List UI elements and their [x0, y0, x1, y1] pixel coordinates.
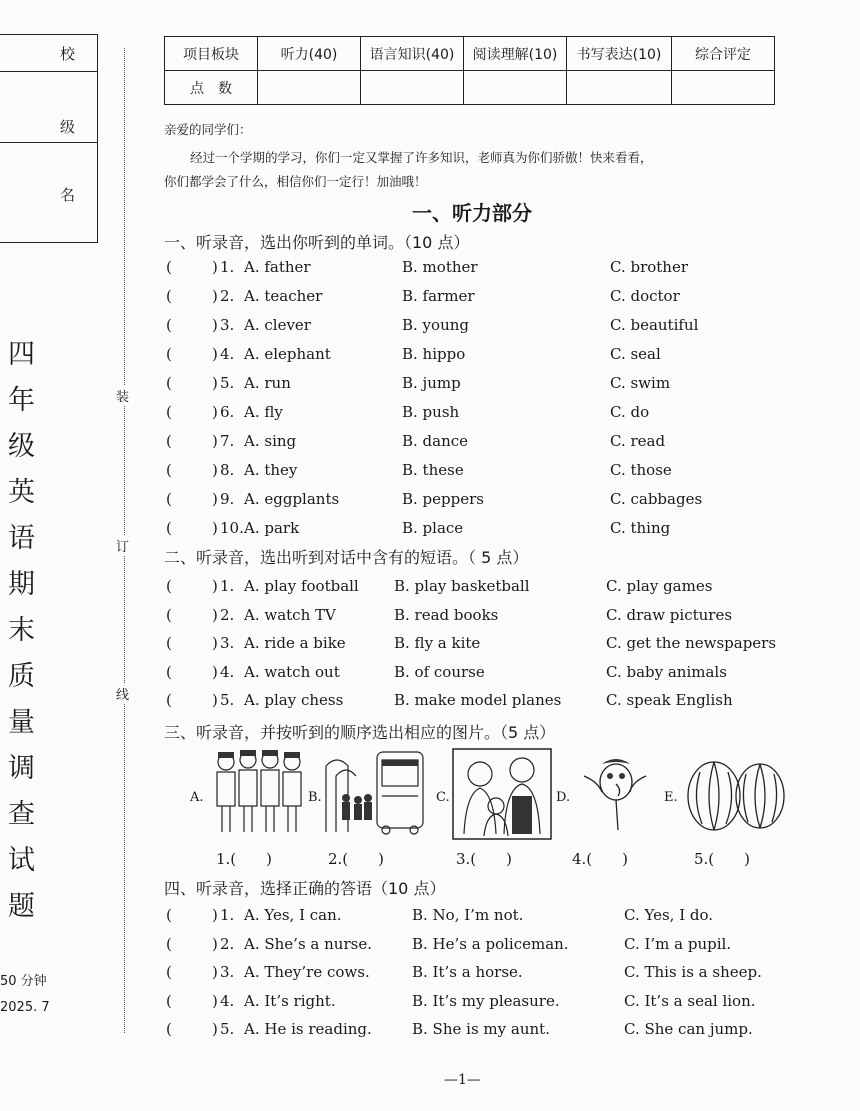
- option-a[interactable]: A. watch out: [244, 662, 340, 681]
- option-a[interactable]: A. He is reading.: [244, 1020, 372, 1039]
- option-a[interactable]: A. Yes, I can.: [244, 906, 342, 924]
- paren-close: ): [212, 906, 218, 924]
- option-a[interactable]: A. It’s right.: [244, 991, 336, 1010]
- option-a[interactable]: A. play football: [244, 577, 359, 595]
- intro-line: 经过一个学期的学习，你们一定又掌握了许多知识，老师真为你们骄傲！快来看看，: [190, 150, 653, 165]
- name-label: 名: [59, 186, 75, 204]
- question-number: 2.: [220, 934, 235, 953]
- option-b[interactable]: B. fly a kite: [394, 634, 481, 653]
- title-char: 语: [8, 523, 35, 554]
- paren-open[interactable]: (: [166, 963, 172, 982]
- paren-close: ): [212, 461, 218, 479]
- exam-time: 50 分钟: [0, 974, 47, 989]
- intro-greeting: 亲爱的同学们：: [164, 122, 252, 137]
- question-number: 1.: [220, 258, 235, 276]
- option-c[interactable]: C. seal: [610, 345, 661, 363]
- paren-open[interactable]: (: [166, 906, 172, 924]
- option-b[interactable]: B. young: [402, 316, 469, 334]
- score-row-label: 点 数: [165, 71, 258, 105]
- option-c[interactable]: C. thing: [610, 519, 671, 537]
- question-number: 5.: [220, 1020, 235, 1039]
- question-number: 4.: [220, 991, 235, 1010]
- binding-char: 订: [116, 536, 129, 555]
- paren-close: ): [212, 519, 218, 537]
- paren-open[interactable]: (: [166, 691, 172, 710]
- option-b[interactable]: B. dance: [402, 432, 469, 450]
- option-b[interactable]: B. It’s my pleasure.: [412, 991, 560, 1010]
- question-number: 1.: [220, 577, 235, 595]
- title-char: 量: [8, 707, 35, 738]
- paren-close: ): [212, 374, 218, 392]
- paren-close: ): [212, 258, 218, 276]
- paren-open[interactable]: (: [166, 490, 172, 508]
- option-c[interactable]: C. draw pictures: [606, 605, 733, 624]
- question-number: 3.: [220, 634, 235, 653]
- paren-close: ): [212, 316, 218, 334]
- family-picture: [452, 748, 552, 840]
- paren-close: ): [212, 287, 218, 305]
- option-a[interactable]: A. They’re cows.: [244, 963, 370, 982]
- score-header: 听力(40): [258, 37, 361, 71]
- paren-open[interactable]: (: [166, 345, 172, 363]
- paren-open[interactable]: (: [166, 403, 172, 421]
- paren-open[interactable]: (: [166, 287, 172, 305]
- section-title: 二、听录音，选出听到对话中含有的短语。（ 5 点）: [164, 548, 529, 567]
- option-b[interactable]: B. peppers: [402, 490, 484, 508]
- option-a[interactable]: A. She’s a nurse.: [244, 934, 372, 953]
- paren-open[interactable]: (: [166, 634, 172, 653]
- title-char: 年: [8, 385, 35, 416]
- paren-open[interactable]: (: [166, 461, 172, 479]
- option-c[interactable]: C. those: [610, 461, 672, 479]
- cabbages-picture: [686, 752, 786, 834]
- option-b[interactable]: B. It’s a horse.: [412, 963, 523, 982]
- question-number: 2.: [220, 605, 235, 624]
- question-number: 8.: [220, 461, 235, 479]
- title-char: 期: [8, 569, 35, 600]
- paren-open[interactable]: (: [166, 519, 172, 537]
- picture-label: B.: [308, 790, 322, 805]
- option-a[interactable]: A. elephant: [244, 345, 331, 363]
- title-char: 试: [8, 845, 35, 876]
- paren-open[interactable]: (: [166, 662, 172, 681]
- option-a[interactable]: A. play chess: [244, 691, 344, 710]
- answer-slot[interactable]: 3.( ): [456, 850, 513, 868]
- option-c[interactable]: C. speak English: [606, 691, 733, 710]
- paren-close: ): [212, 691, 218, 710]
- paren-close: ): [212, 1020, 218, 1039]
- option-b[interactable]: B. mother: [402, 258, 478, 276]
- title-char: 末: [8, 615, 35, 646]
- option-c[interactable]: C. get the newspapers: [606, 634, 777, 653]
- question-number: 6.: [220, 403, 235, 421]
- question-number: 5.: [220, 374, 235, 392]
- option-a[interactable]: A. clever: [244, 316, 311, 334]
- section-title: 一、听录音，选出你听到的单词。（10 点）: [164, 233, 470, 252]
- nurses-picture: [206, 746, 306, 836]
- parrot-picture: [580, 752, 650, 832]
- paren-open[interactable]: (: [166, 991, 172, 1010]
- option-c[interactable]: C. read: [610, 432, 666, 450]
- class-box: [0, 70, 98, 143]
- paren-close: ): [212, 432, 218, 450]
- score-header: 综合评定: [672, 37, 775, 71]
- option-b[interactable]: B. She is my aunt.: [412, 1020, 550, 1039]
- answer-slot[interactable]: 1.( ): [216, 850, 273, 868]
- option-c[interactable]: C. Yes, I do.: [624, 906, 714, 924]
- paren-close: ): [212, 605, 218, 624]
- option-b[interactable]: B. No, I’m not.: [412, 906, 524, 924]
- option-a[interactable]: A. park: [244, 519, 300, 537]
- paren-close: ): [212, 345, 218, 363]
- option-b[interactable]: B. place: [402, 519, 464, 537]
- option-b[interactable]: B. make model planes: [394, 691, 562, 710]
- score-header: 项目板块: [165, 37, 258, 71]
- option-c[interactable]: C. doctor: [610, 287, 680, 305]
- question-number: 10.: [220, 519, 244, 537]
- option-c[interactable]: C. It’s a seal lion.: [624, 991, 756, 1010]
- question-number: 1.: [220, 906, 235, 924]
- paren-close: ): [212, 662, 218, 681]
- picture-label: E.: [664, 790, 678, 805]
- option-c[interactable]: C. I’m a pupil.: [624, 934, 732, 953]
- question-number: 7.: [220, 432, 235, 450]
- score-header: 书写表达(10): [567, 37, 672, 71]
- option-c[interactable]: C. baby animals: [606, 662, 727, 681]
- score-header: 阅读理解(10): [464, 37, 567, 71]
- option-c[interactable]: C. beautiful: [610, 316, 699, 334]
- answer-slot[interactable]: 4.( ): [572, 850, 629, 868]
- paren-open[interactable]: (: [166, 934, 172, 953]
- option-b[interactable]: B. farmer: [402, 287, 475, 305]
- paren-open[interactable]: (: [166, 258, 172, 276]
- paren-close: ): [212, 490, 218, 508]
- title-char: 英: [8, 477, 35, 508]
- option-a[interactable]: A. eggplants: [244, 490, 340, 508]
- bus-stop-picture: [322, 746, 427, 836]
- score-table: [164, 36, 775, 105]
- class-label: 级: [59, 118, 75, 136]
- paren-open[interactable]: (: [166, 577, 172, 595]
- option-b[interactable]: B. He’s a policeman.: [412, 934, 569, 953]
- title-char: 调: [8, 753, 35, 784]
- question-number: 3.: [220, 963, 235, 982]
- answer-slot[interactable]: 5.( ): [694, 850, 751, 868]
- question-number: 4.: [220, 345, 235, 363]
- paren-open[interactable]: (: [166, 374, 172, 392]
- option-a[interactable]: A. ride a bike: [244, 634, 346, 653]
- option-a[interactable]: A. teacher: [244, 287, 323, 305]
- option-c[interactable]: C. cabbages: [610, 490, 703, 508]
- question-number: 9.: [220, 490, 235, 508]
- paren-close: ): [212, 577, 218, 595]
- score-cell[interactable]: [464, 71, 567, 105]
- option-b[interactable]: B. jump: [402, 374, 461, 392]
- option-a[interactable]: A. watch TV: [244, 605, 336, 624]
- question-number: 4.: [220, 662, 235, 681]
- answer-slot[interactable]: 2.( ): [328, 850, 385, 868]
- section-title: 四、听录音，选择正确的答语（10 点）: [164, 879, 446, 898]
- score-header: 语言知识(40): [361, 37, 464, 71]
- title-char: 级: [8, 431, 35, 462]
- option-b[interactable]: B. push: [402, 403, 460, 421]
- exam-date: 2025. 7: [0, 1000, 50, 1015]
- title-char: 题: [8, 891, 35, 922]
- paren-open[interactable]: (: [166, 432, 172, 450]
- option-b[interactable]: B. read books: [394, 605, 499, 624]
- option-a[interactable]: A. father: [244, 258, 311, 276]
- score-cell[interactable]: [361, 71, 464, 105]
- option-a[interactable]: A. they: [244, 461, 298, 479]
- page-number: —1—: [444, 1072, 481, 1088]
- title-char: 查: [8, 799, 35, 830]
- score-cell[interactable]: [258, 71, 361, 105]
- paren-open[interactable]: (: [166, 1020, 172, 1039]
- school-box: [0, 34, 98, 72]
- score-cell[interactable]: [567, 71, 672, 105]
- binding-char: 线: [116, 684, 129, 703]
- option-b[interactable]: B. play basketball: [394, 577, 530, 595]
- question-number: 2.: [220, 287, 235, 305]
- option-a[interactable]: A. run: [244, 374, 291, 392]
- part-title: 一、听力部分: [412, 201, 532, 225]
- section-title: 三、听录音，并按听到的顺序选出相应的图片。（5 点）: [164, 723, 556, 742]
- title-char: 质: [8, 661, 35, 692]
- picture-label: C.: [436, 790, 450, 805]
- title-char: 四: [8, 339, 35, 370]
- school-label: 校: [59, 45, 75, 63]
- question-number: 5.: [220, 691, 235, 710]
- option-c[interactable]: C. She can jump.: [624, 1020, 753, 1039]
- option-c[interactable]: C. do: [610, 403, 650, 421]
- option-a[interactable]: A. sing: [244, 432, 297, 450]
- paren-open[interactable]: (: [166, 605, 172, 624]
- name-box: [0, 142, 98, 243]
- score-cell[interactable]: [672, 71, 775, 105]
- paren-close: ): [212, 991, 218, 1010]
- option-b[interactable]: B. hippo: [402, 345, 466, 363]
- paren-close: ): [212, 963, 218, 982]
- option-c[interactable]: C. swim: [610, 374, 671, 392]
- option-c[interactable]: C. This is a sheep.: [624, 963, 762, 982]
- intro-line: 你们都学会了什么，相信你们一定行！加油哦！: [164, 174, 427, 189]
- paren-open[interactable]: (: [166, 316, 172, 334]
- paren-close: ): [212, 934, 218, 953]
- option-b[interactable]: B. these: [402, 461, 464, 479]
- question-number: 3.: [220, 316, 235, 334]
- picture-label: D.: [556, 790, 571, 805]
- paren-close: ): [212, 403, 218, 421]
- option-b[interactable]: B. of course: [394, 662, 485, 681]
- option-c[interactable]: C. play games: [606, 577, 713, 595]
- binding-char: 装: [116, 386, 129, 405]
- option-c[interactable]: C. brother: [610, 258, 689, 276]
- paren-close: ): [212, 634, 218, 653]
- option-a[interactable]: A. fly: [244, 403, 283, 421]
- picture-label: A.: [190, 790, 204, 805]
